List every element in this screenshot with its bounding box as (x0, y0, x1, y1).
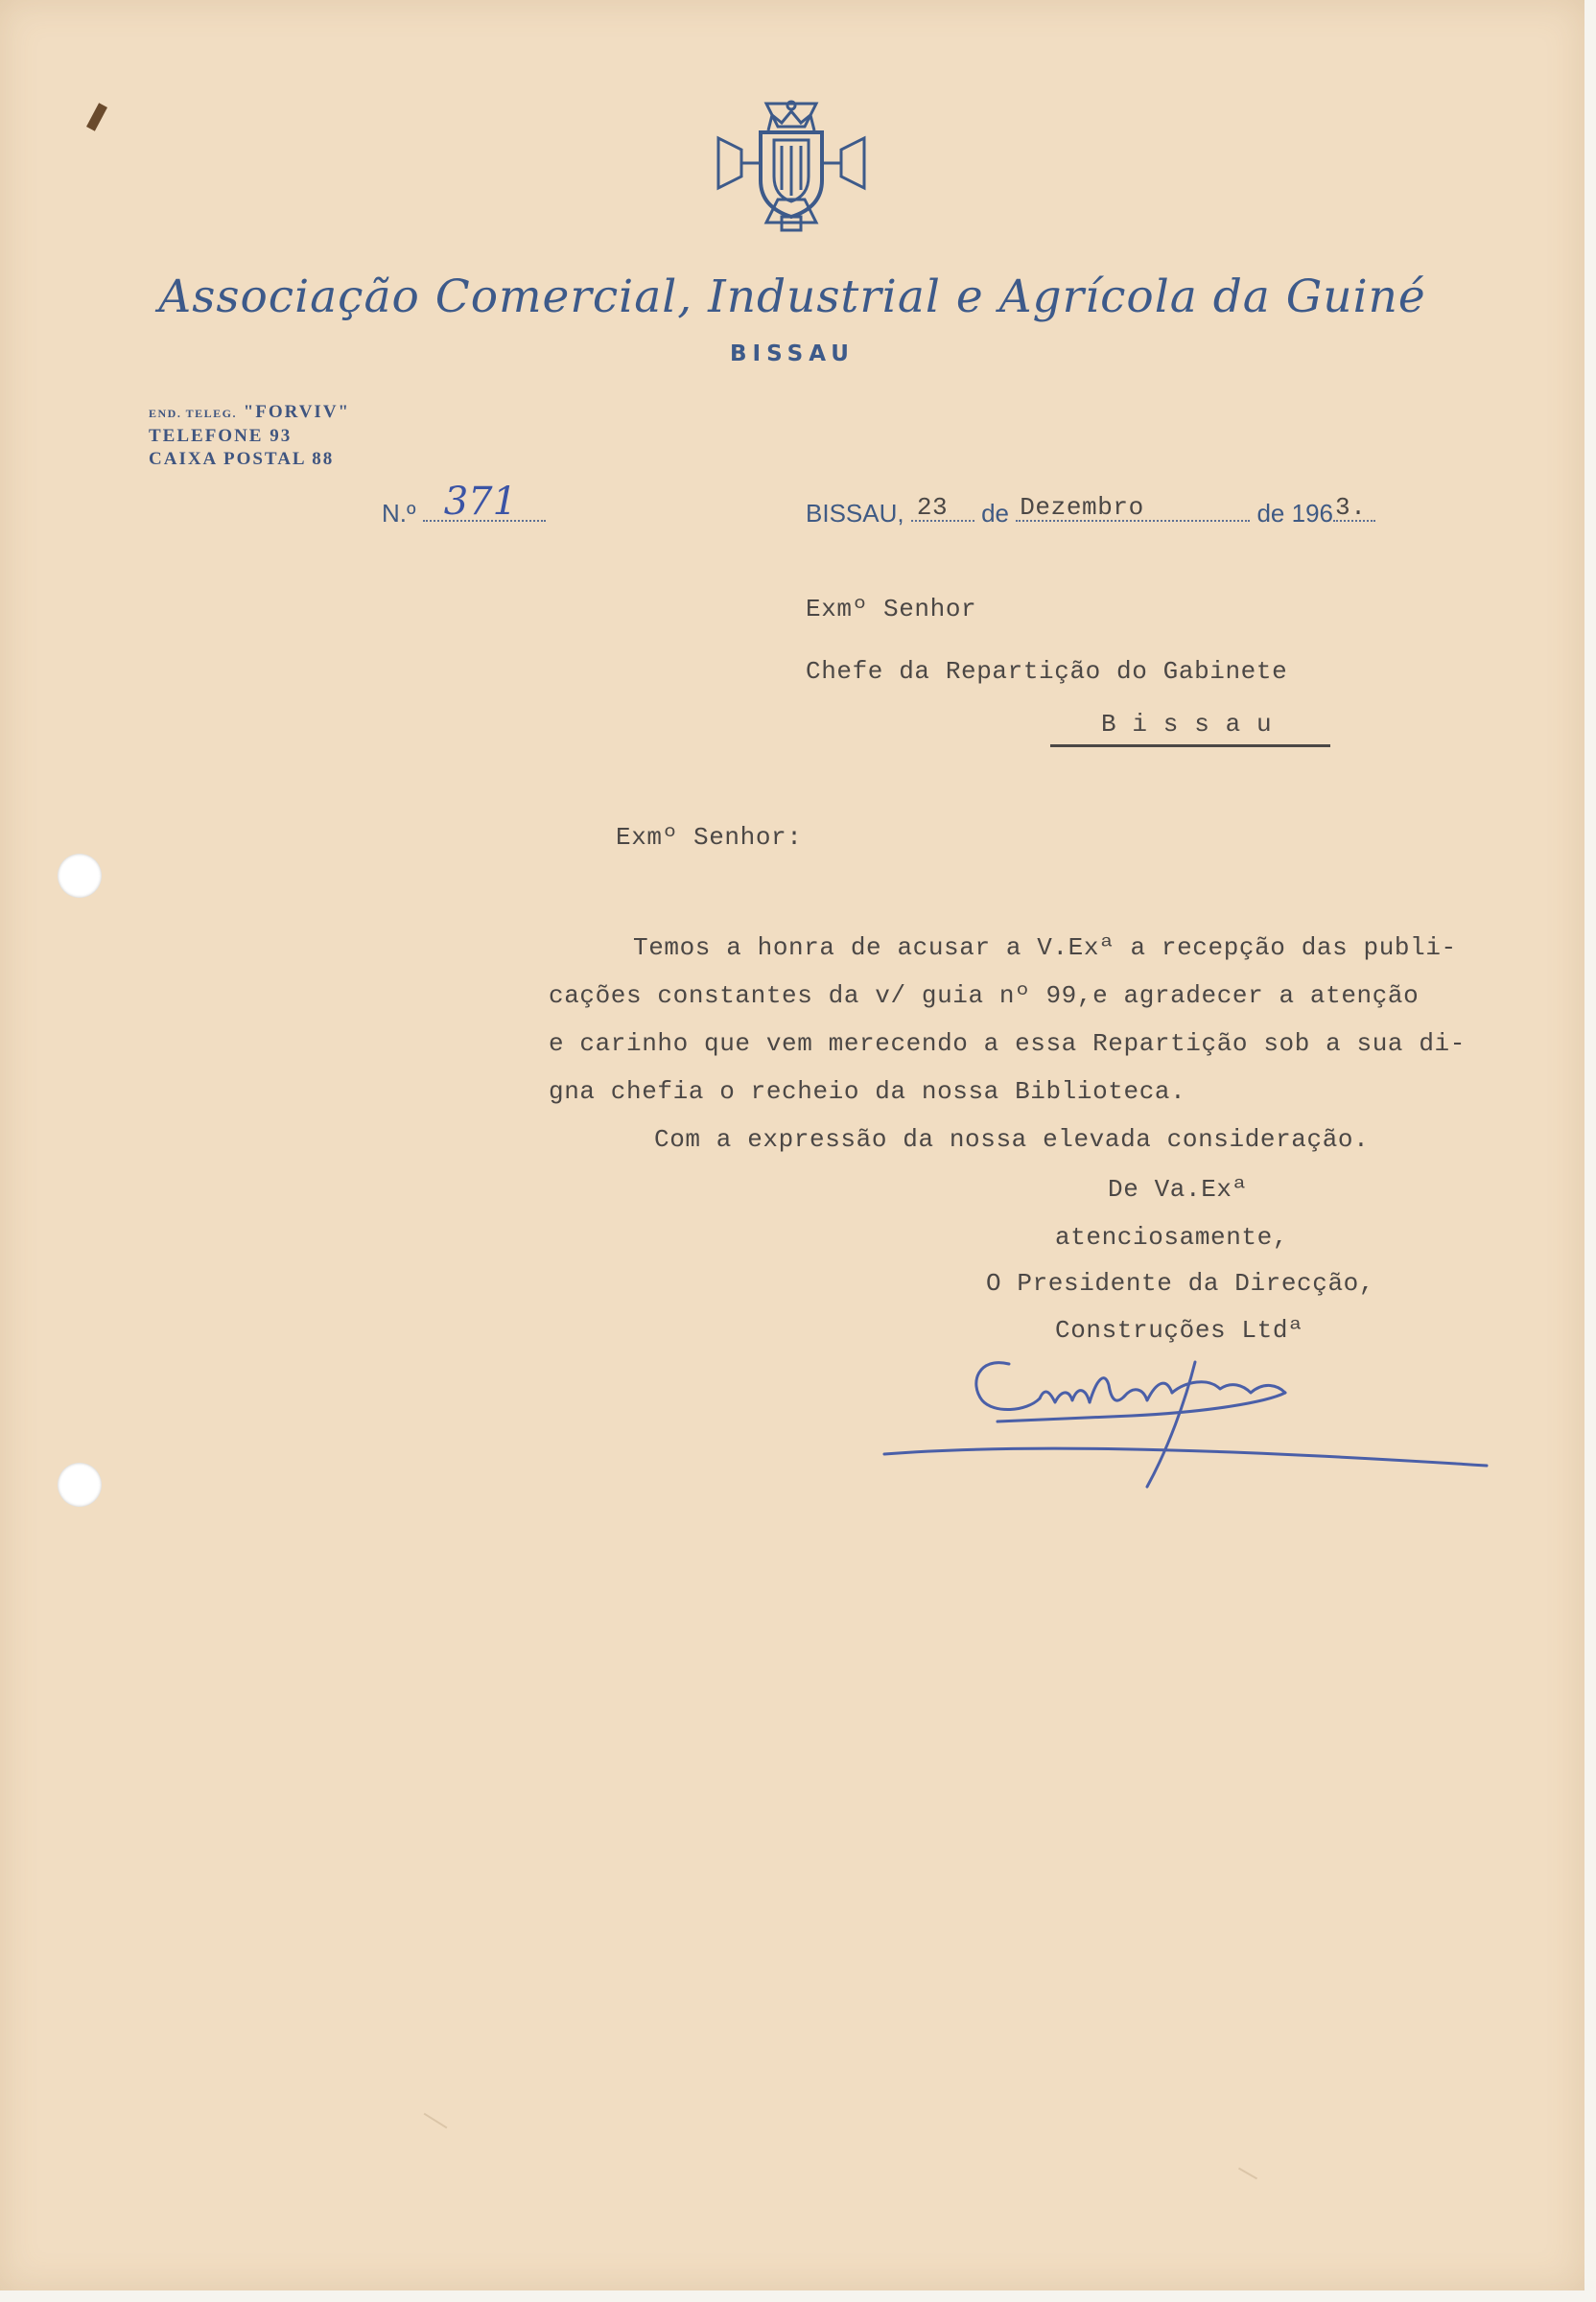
telegraph-prefix: END. TELEG. (149, 407, 237, 420)
closing-line-4: Construções Ltdª (1055, 1316, 1304, 1345)
recipient-title: Chefe da Repartição do Gabinete (806, 657, 1288, 686)
year-dotted-line (1333, 493, 1375, 522)
month-dotted-line (1016, 493, 1250, 522)
handwritten-signature (863, 1343, 1515, 1515)
reference-number-value: 371 (443, 480, 518, 524)
date-line (806, 493, 1375, 529)
cross-crest-emblem (705, 77, 878, 249)
greeting: Exmº Senhor: (616, 823, 803, 852)
telegraph-code: "FORVIV" (243, 402, 351, 422)
number-label: N.º (382, 499, 416, 528)
closing-line-3: O Presidente da Direcção, (986, 1269, 1375, 1298)
closing-line-1: De Va.Exª (1108, 1175, 1248, 1204)
closing-line-2: atenciosamente, (1055, 1223, 1289, 1252)
recipient-location: B i s s a u (1101, 710, 1273, 739)
date-year-prefix: 196 (1291, 499, 1333, 528)
phone-line: TELEFONE 93 (149, 426, 293, 446)
recipient-underline (1050, 744, 1330, 747)
organization-name: Associação Comercial, Industrial e Agrícola da Guiné (158, 270, 1426, 323)
body-line-2: cações constantes da v/ guia nº 99,e agradecer a atenção (549, 981, 1420, 1010)
punch-hole-bottom (58, 1463, 102, 1507)
date-month: Dezembro (1020, 493, 1144, 522)
date-day: 23 (916, 493, 949, 522)
punch-hole-top (58, 854, 102, 898)
reference-number-field (382, 480, 546, 529)
body-line-3: e carinho que vem merecendo a essa Repartição sob a sua di- (549, 1029, 1466, 1058)
date-de-2: de (1256, 499, 1285, 528)
body-line-4: gna chefia o recheio da nossa Biblioteca. (549, 1077, 1186, 1106)
date-place: BISSAU, (806, 499, 904, 528)
po-box-line: CAIXA POSTAL 88 (149, 449, 335, 469)
ink-stain (86, 103, 107, 130)
number-dotted-line (423, 480, 546, 524)
day-dotted-line (911, 493, 974, 522)
date-year-suffix: 3. (1335, 493, 1367, 522)
paper-mark (424, 2113, 448, 2129)
paper-mark (1238, 2168, 1257, 2180)
body-line-5: Com a expressão da nossa elevada consideração. (654, 1125, 1370, 1154)
date-de-1: de (981, 499, 1009, 528)
recipient-salutation: Exmº Senhor (806, 595, 977, 623)
contact-block (149, 401, 350, 471)
telegraph-line (149, 401, 350, 425)
organization-city: BISSAU (730, 341, 855, 366)
body-line-1: Temos a honra de acusar a V.Exª a recepção das publi- (633, 933, 1457, 962)
